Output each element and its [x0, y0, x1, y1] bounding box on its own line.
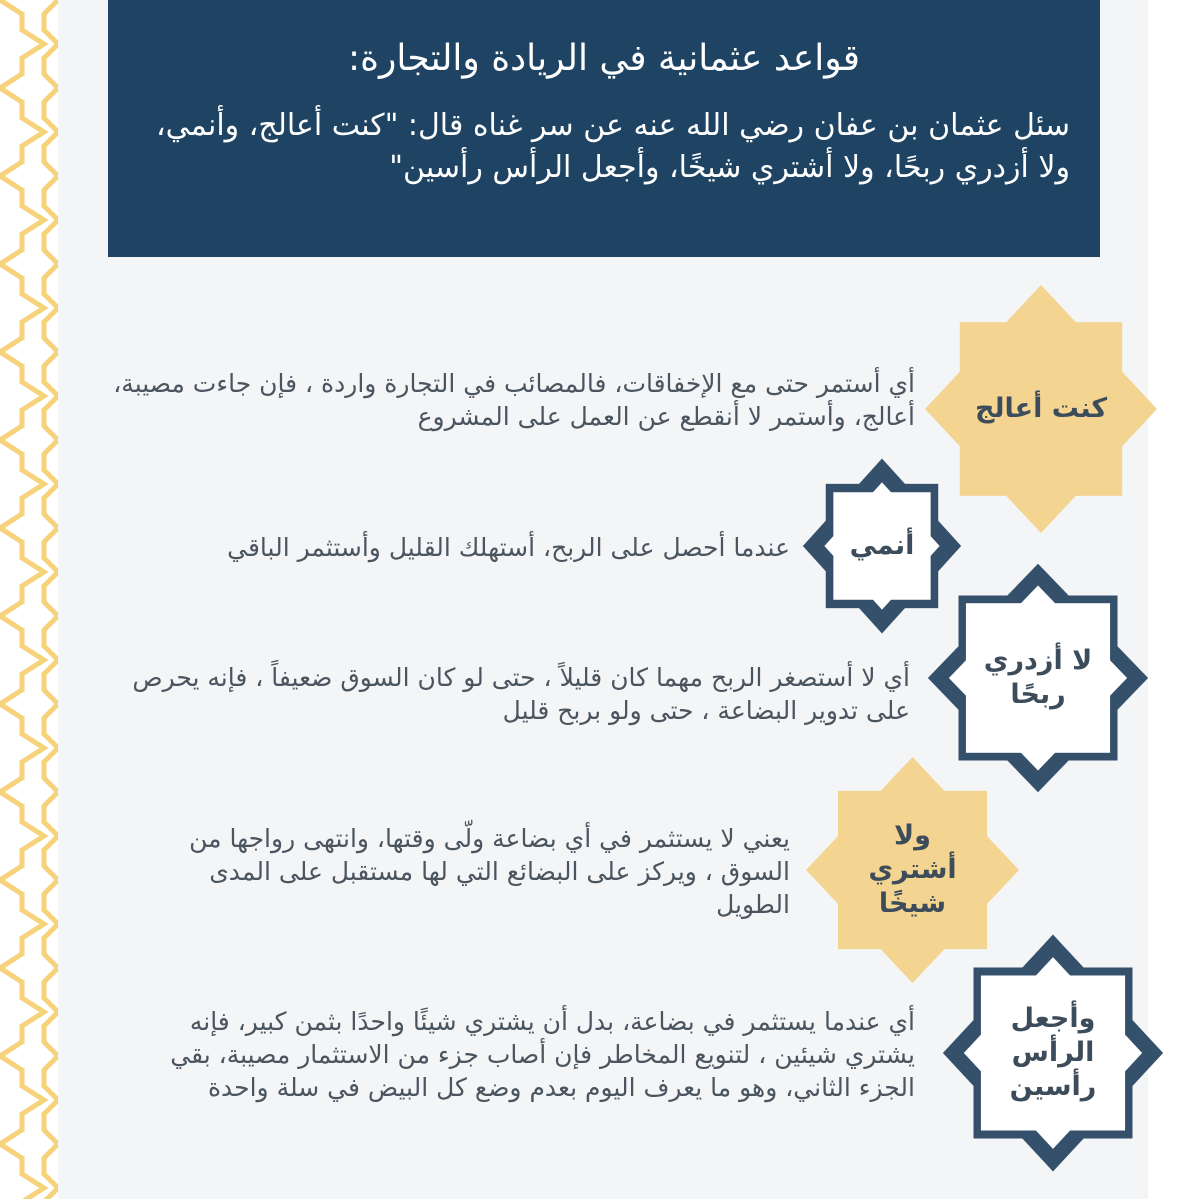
rule-text-2: عندما أحصل على الربح، أستهلك القليل وأستثمر الباقي — [227, 533, 790, 562]
rule-star-5 — [947, 939, 1159, 1167]
rule-text-3: أي لا أستصغر الربح مهما كان قليلاً ، حتى لو كان السوق ضعيفاً ، فإنه يحرص على تدوير البضاعة ، حتى ولو بربح قليل — [132, 663, 910, 725]
rule-star-3 — [932, 568, 1144, 788]
rule-label-1: كنت أعالج — [974, 393, 1108, 424]
rule-text-4: يعني لا يستثمر في أي بضاعة ولّى وقتها، وانتهى رواجها من السوق ، ويركز على البضائع التي لها مستقبل على المدى الطويل — [189, 824, 790, 919]
rule-label-3-text: لا أزدري ربحًا — [983, 645, 1093, 710]
decorative-border-pattern — [0, 0, 58, 1199]
header-banner — [108, 0, 1100, 257]
rule-label-4-text: ولا أشتري شيخًا — [868, 820, 957, 919]
rule-label-5-text: وأجعل الرأس رأسين — [1009, 1003, 1097, 1102]
rule-label-2: أنمي — [849, 530, 915, 561]
header-quote: سئل عثمان بن عفان رضي الله عنه عن سر غناه قال: "كنت أعالج، وأنمي، ولا أزدري ربحًا، ولا أشتري شيخًا، وأجعل الرأس رأسين" — [155, 108, 1070, 185]
rule-star-1 — [925, 285, 1157, 533]
rule-label-5 — [947, 939, 1159, 1167]
page-title: قواعد عثمانية في الريادة والتجارة: — [348, 38, 860, 79]
rule-label-3 — [932, 568, 1144, 788]
rule-text-1: أي أستمر حتى مع الإخفاقات، فالمصائب في التجارة واردة ، فإن جاءت مصيبة، أعالج، وأستمر لا أنقطع عن العمل على المشروع — [113, 369, 915, 431]
rule-text-5: أي عندما يستثمر في بضاعة، بدل أن يشتري شيئًا واحدًا بثمن كبير، فإنه يشتري شيئين ، لتنويع المخاطر فإن أصاب جزء من الاستثمار مصيبة، بقي الجزء الثاني، وهو ما يعرف اليوم بعدم وضع كل البيض في سلة واحدة — [170, 1007, 915, 1102]
